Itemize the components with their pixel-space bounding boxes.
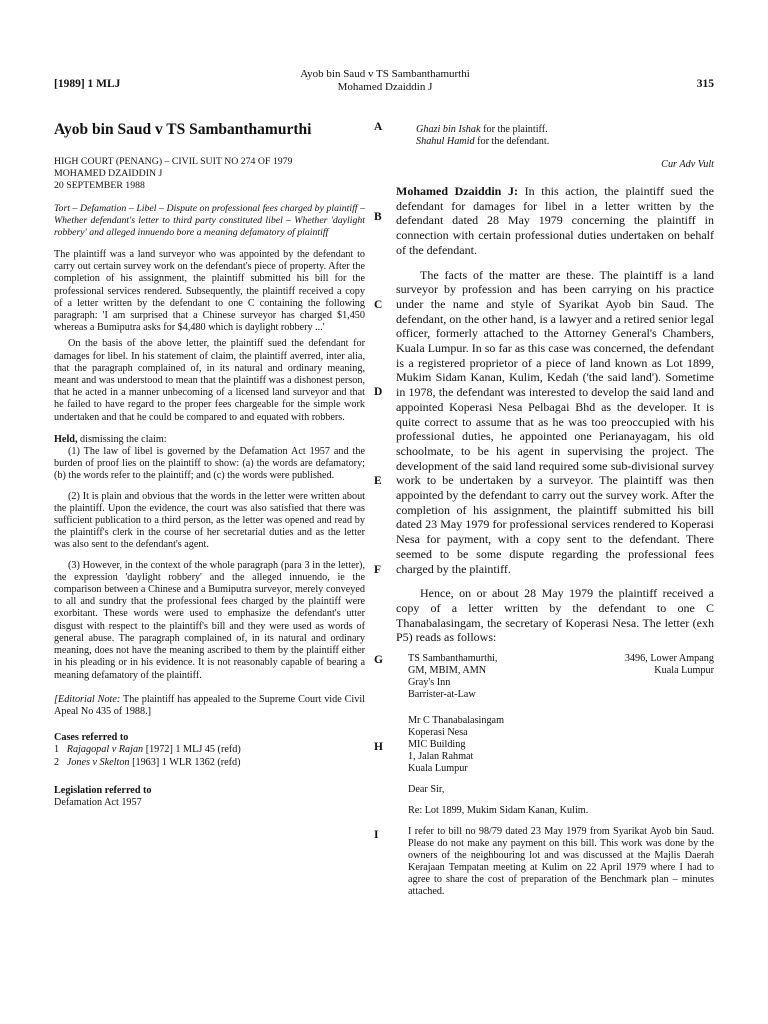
headnote-facts-1: The plaintiff was a land surveyor who was appointed by the defendant to carry out certain survey work on the defendant's piece of property. After the completion of his assignment, the plaintiff submitted his bill for the professional services rendered. Subsequently, the plaintiff received a copy of a letter written by the defendant to one C containing the following paragraph: 'I am surprised that a Chinese surveyor has charged $1,450 whereas a Bumiputra asks for $4,480 which is daylight robbery ...' — [54, 249, 365, 334]
defendant-counsel-role: for the defendant. — [474, 136, 550, 147]
left-column — [54, 118, 365, 809]
sender-line: Barrister-at-Law — [408, 689, 476, 701]
case-ref-cite: [1972] 1 MLJ 45 (refd) — [143, 744, 241, 756]
holding-2: (2) It is plain and obvious that the words in the letter were written about the plaintiff. Upon the evidence, the court was also satisfied that there was sufficient publication to a third person, as the letter was opened and read by the plaintiff's clerk in the course of her secretarial duties and as the letter was also sent to the defendant's agent. — [54, 490, 365, 551]
letter-header — [408, 653, 714, 701]
margin-letter-b: B — [374, 211, 382, 223]
margin-letter-i: I — [374, 829, 379, 841]
sender-line: Gray's Inn — [408, 677, 451, 689]
running-citation: [1989] 1 MLJ — [54, 78, 121, 90]
margin-letter-c: C — [374, 299, 383, 311]
cases-referred-heading: Cases referred to — [54, 732, 129, 744]
counsel-plaintiff — [416, 124, 714, 136]
running-judge-name: Mohamed Dzaiddin J — [337, 81, 433, 93]
cur-adv-vult: Cur Adv Vult — [661, 159, 714, 170]
legislation-heading: Legislation referred to — [54, 784, 152, 796]
recipient-line: Koperasi Nesa — [408, 727, 468, 739]
counsel-defendant — [416, 136, 714, 148]
case-ref-2 — [54, 757, 365, 769]
margin-letter-e: E — [374, 475, 382, 487]
case-ref-name: Jones v Skelton — [66, 756, 130, 768]
held-label: Held, — [54, 433, 78, 445]
held-intro — [54, 434, 365, 446]
sender-address-line: 3496, Lower Ampang — [624, 653, 714, 665]
date-line: 20 SEPTEMBER 1988 — [54, 180, 145, 191]
recipient-line: Mr C Thanabalasingam — [408, 715, 505, 727]
editorial-note — [54, 694, 365, 718]
margin-letter-d: D — [374, 386, 383, 398]
margin-letter-h: H — [374, 741, 383, 753]
sender-address-line: Kuala Lumpur — [654, 665, 714, 677]
letter-sender-address — [625, 653, 714, 701]
sender-line: TS Sambanthamurthi, — [408, 653, 498, 665]
margin-letter-g: G — [374, 654, 383, 666]
case-ref-1 — [54, 744, 365, 756]
judgment-para-1 — [396, 184, 714, 258]
editorial-label: [Editorial Note: — [54, 693, 121, 705]
letter-recipient — [408, 715, 714, 775]
legislation-item: Defamation Act 1957 — [54, 796, 142, 808]
held-rest: dismissing the claim: — [77, 433, 167, 445]
judgment-para-3: Hence, on or about 28 May 1979 the plaintiff received a copy of a letter written by the defendant to one C Thanabalasingam, the secretary of Koperasi Nesa. The letter (exh P5) reads as follows: — [396, 586, 714, 645]
recipient-line: Kuala Lumpur — [408, 763, 468, 775]
holding-3: (3) However, in the context of the whole paragraph (para 3 in the letter), the expression 'daylight robbery' and the alleged innuendo, ie the comparison between a Chinese and a Bumiputra surveyor, merely conveyed to all and sundry that the professional fees charged by the plaintiff were exorbitant. These words were used to emphasize the defendant's utter disgust with respect to the plaintiff's bill and they were used as words of general abuse. The paragraph complained of, in its natural and ordinary meaning, does not have the meaning ascribed to them by the plaintiff either in his pleading or in his evidence. It is not reasonably capable of bearing a meaning defamatory of the plaintiff. — [54, 559, 365, 681]
editorial-rest: The plaintiff has appealed to the Supreme Court vide Civil Apeal No 435 of 1988.] — [54, 693, 366, 717]
court-line: HIGH COURT (PENANG) – CIVIL SUIT NO 274 OF 1979 — [54, 156, 293, 167]
judgment-para-1-text: In this action, the plaintiff sued the defendant for damages for libel in a letter written by the defendant dated 28 May 1979 concerning the plaintiff in connection with certain professional duties undertaken on behalf of the defendant. — [396, 184, 714, 257]
judge-line: MOHAMED DZAIDDIN J — [54, 168, 163, 179]
catchwords: Tort – Defamation – Libel – Dispute on professional fees charged by plaintiff – Whether defendant's letter to third party constituted libel – Whether 'daylight robbery' and alleged innuendo bore a meaning defamatory of plaintiff — [54, 203, 365, 238]
letter-body: I refer to bill no 98/79 dated 23 May 1979 from Syarikat Ayob bin Saud. Please do not make any payment on this bill. This work was done by the owners of the neighbouring lot and was discussed at the Majlis Daerah Kerajaan Tempatan meeting at Kulim on 22 April 1979 where I had to agree to share the cost of preparation of the Benchmark plan – minutes attached. — [408, 826, 714, 898]
page-number: 315 — [696, 78, 714, 90]
case-ref-name: Rajagopal v Rajan — [66, 744, 144, 756]
letter-sender — [408, 653, 497, 701]
margin-letter-f: F — [374, 564, 382, 576]
holding-1: (1) The law of libel is governed by the Defamation Act 1957 and the burden of proof lies on the plaintiff to show: (a) the words are defamatory; (b) the words refer to the plaintiff; and (c) the words were published. — [54, 446, 365, 482]
recipient-line: MIC Building — [408, 739, 466, 751]
defendant-counsel-name: Shahul Hamid — [416, 136, 475, 147]
plaintiff-counsel-role: for the plaintiff. — [480, 124, 548, 135]
margin-letter-a: A — [374, 121, 383, 133]
case-ref-cite: [1963] 1 WLR 1362 (refd) — [129, 756, 241, 768]
headnote-facts-2: On the basis of the above letter, the plaintiff sued the defendant for damages for libel. In his statement of claim, the plaintiff averred, inter alia, that the paragraph complained of, in its natural and ordinary meaning, meant and was understood to mean that the plaintiff was a dishonest person, that he acted in a manner unbecoming of a licensed land surveyor and that he failed to have regard to the proper fees chargeable for the simple work undertaken and that he could be compared to and equated with robbers. — [54, 338, 365, 423]
case-title: Ayob bin Saud v TS Sambanthamurthi — [54, 121, 312, 138]
judge-label: Mohamed Dzaiddin J: — [396, 184, 518, 198]
case-ref-num: 2 — [54, 756, 60, 768]
right-column — [396, 118, 714, 898]
case-ref-num: 1 — [54, 744, 60, 756]
plaintiff-counsel-name: Ghazi bin Ishak — [416, 124, 481, 135]
sender-line: GM, MBIM, AMN — [408, 665, 487, 677]
judgment-para-2: The facts of the matter are these. The plaintiff is a land surveyor by profession and has been carrying on his practice under the name and style of Syarikat Ayob bin Saud. The defendant, on the other hand, is a lawyer and a retired senior legal officer, formerly attached to the Attorney General's Chambers, Kuala Lumpur. In so far as this case was concerned, the defendant is a registered proprietor of a piece of land known as Lot 1899, Mukim Sidam Kanan, Kulim, Kedah ('the said land'). Sometime in 1978, the defendant was interested to develop the said land and appointed Koperasi Nesa Pelbagai Bhd as the developer. It is quite correct to assume that as he was too preoccupied with his professional duties, he appointed one Perianayagam, his old schoolmate, to be his agent in supervising the project. The development of the said land required some sub-divisional survey work to be undertaken by a surveyor. The plaintiff was then appointed by the defendant to carry out the survey work. After the completion of his assignment, the plaintiff submitted his bill dated 23 May 1979 for professional services rendered to Koperasi Nesa for payment, with a copy sent to the defendant. There seemed to be some dispute regarding the professional fees charged by the plaintiff. — [396, 267, 714, 576]
letter-subject: Re: Lot 1899, Mukim Sidam Kanan, Kulim. — [408, 805, 589, 817]
running-case-header — [230, 68, 540, 94]
recipient-line: 1, Jalan Rahmat — [408, 751, 474, 763]
letter-salutation: Dear Sir, — [408, 784, 445, 796]
running-case-name: Ayob bin Saud v TS Sambanthamurthi — [300, 68, 470, 80]
